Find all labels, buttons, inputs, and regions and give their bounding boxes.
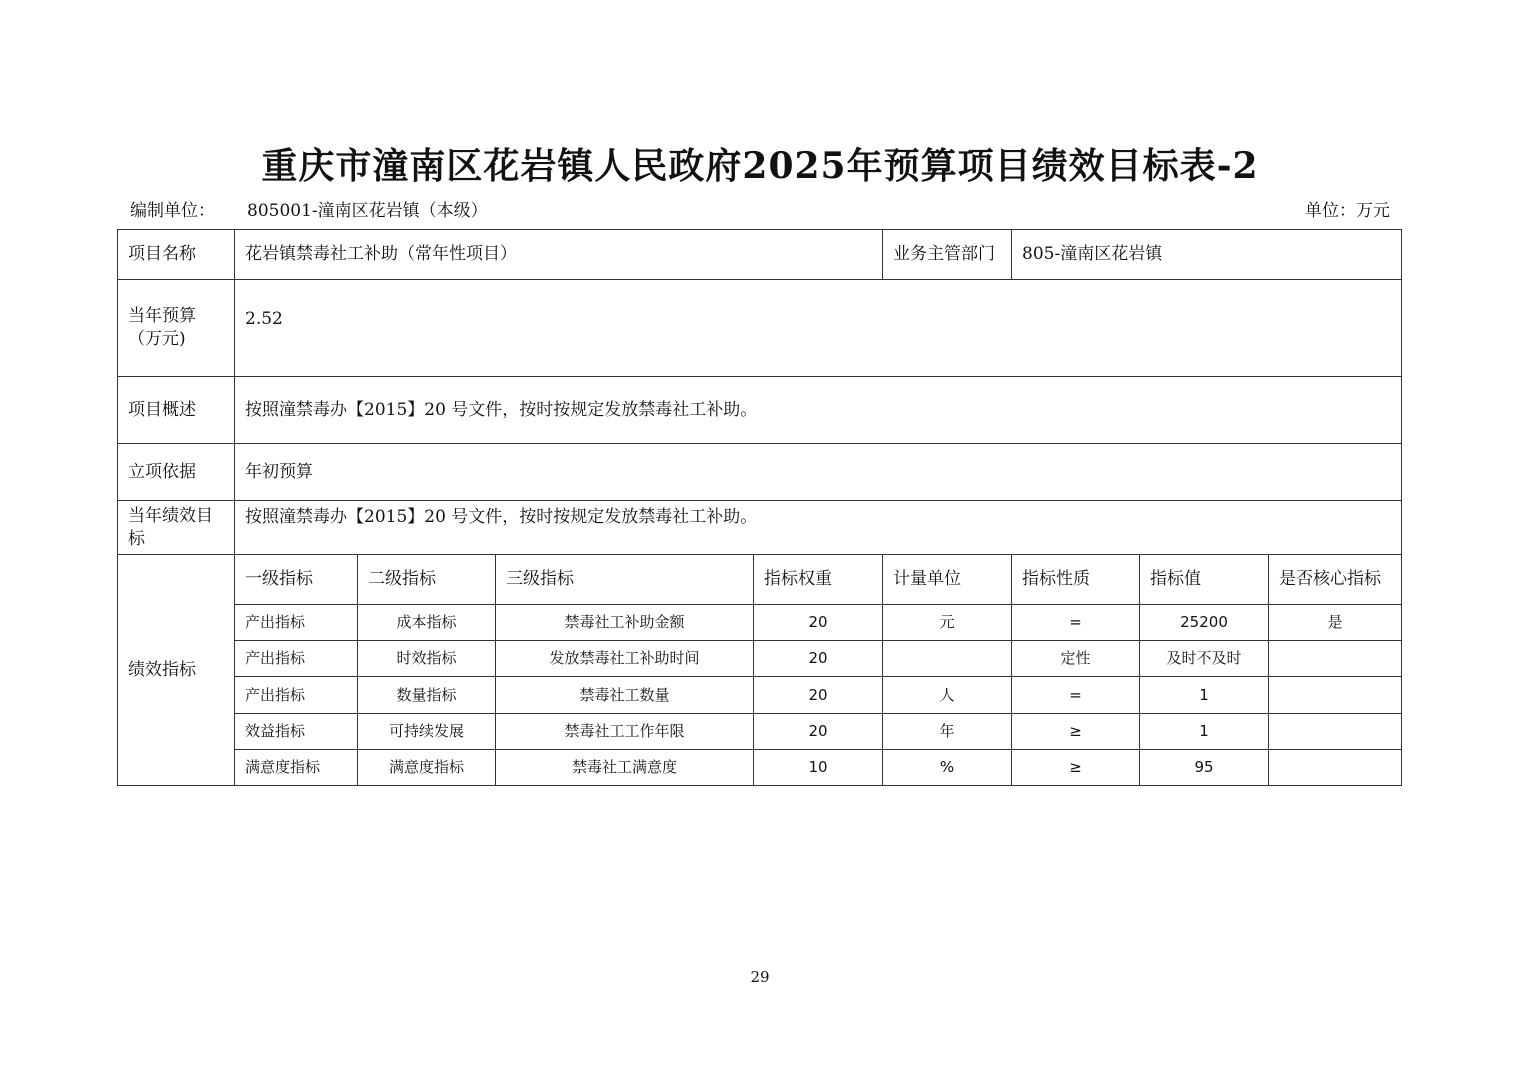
- page-number: 29: [750, 968, 770, 986]
- header-cell: 指标权重: [754, 555, 883, 605]
- cell: 数量指标: [358, 677, 496, 714]
- cell: 满意度指标: [358, 750, 496, 786]
- project-name-label: 项目名称: [118, 230, 235, 280]
- cell: 禁毒社工满意度: [496, 750, 754, 786]
- budget-label: 当年预算（万元): [118, 280, 235, 377]
- cell: 10: [754, 750, 883, 786]
- cell: [883, 641, 1012, 677]
- cell: 25200: [1140, 605, 1269, 641]
- row-budget: [118, 280, 1402, 377]
- goal-value: 按照潼禁毒办【2015】20 号文件，按时按规定发放禁毒社工补助。: [235, 501, 1402, 555]
- performance-table: [117, 229, 1401, 786]
- header-cell: 指标值: [1140, 555, 1269, 605]
- indicator-row: [118, 677, 1402, 714]
- cell: 发放禁毒社工补助时间: [496, 641, 754, 677]
- header-cell: 计量单位: [883, 555, 1012, 605]
- cell: 满意度指标: [235, 750, 358, 786]
- cell: 是: [1269, 605, 1402, 641]
- cell: 年: [883, 714, 1012, 750]
- cell: 可持续发展: [358, 714, 496, 750]
- cell: 元: [883, 605, 1012, 641]
- basis-value: 年初预算: [235, 444, 1402, 501]
- indicator-row: [118, 714, 1402, 750]
- cell: 95: [1140, 750, 1269, 786]
- indicator-row: [118, 641, 1402, 677]
- cell: ≥: [1012, 714, 1140, 750]
- page-title: 重庆市潼南区花岩镇人民政府2025年预算项目绩效目标表-2: [261, 145, 1259, 187]
- cell: 1: [1140, 714, 1269, 750]
- indicator-header-row: [118, 555, 1402, 605]
- cell: 1: [1140, 677, 1269, 714]
- compiling-unit-value: 805001-潼南区花岩镇（本级）: [247, 201, 488, 221]
- project-name-value: 花岩镇禁毒社工补助（常年性项目）: [235, 230, 883, 280]
- overview-value: 按照潼禁毒办【2015】20 号文件，按时按规定发放禁毒社工补助。: [235, 377, 1402, 444]
- cell: 人: [883, 677, 1012, 714]
- budget-value: 2.52: [235, 280, 1402, 377]
- cell: [1269, 714, 1402, 750]
- cell: 及时不及时: [1140, 641, 1269, 677]
- header-cell: 指标性质: [1012, 555, 1140, 605]
- cell: ≥: [1012, 750, 1140, 786]
- header-cell: 一级指标: [235, 555, 358, 605]
- cell: %: [883, 750, 1012, 786]
- header-cell: 三级指标: [496, 555, 754, 605]
- cell: 产出指标: [235, 677, 358, 714]
- cell: 20: [754, 605, 883, 641]
- indicator-row: [118, 605, 1402, 641]
- cell: 禁毒社工工作年限: [496, 714, 754, 750]
- cell: 20: [754, 641, 883, 677]
- dept-value: 805-潼南区花岩镇: [1012, 230, 1402, 280]
- compiling-unit-label: 编制单位：: [130, 201, 215, 221]
- cell: 产出指标: [235, 641, 358, 677]
- header-cell: 二级指标: [358, 555, 496, 605]
- header-cell: 是否核心指标: [1269, 555, 1402, 605]
- indicators-label: 绩效指标: [118, 555, 235, 786]
- cell: 20: [754, 677, 883, 714]
- row-goal: [118, 501, 1402, 555]
- row-project-name: [118, 230, 1402, 280]
- cell: 成本指标: [358, 605, 496, 641]
- cell: =: [1012, 605, 1140, 641]
- compiling-unit: [130, 196, 488, 221]
- cell: 定性: [1012, 641, 1140, 677]
- cell: 效益指标: [235, 714, 358, 750]
- cell: 禁毒社工数量: [496, 677, 754, 714]
- cell: [1269, 750, 1402, 786]
- cell: 时效指标: [358, 641, 496, 677]
- goal-label: 当年绩效目标: [118, 501, 235, 555]
- cell: [1269, 641, 1402, 677]
- cell: 禁毒社工补助金额: [496, 605, 754, 641]
- row-overview: [118, 377, 1402, 444]
- overview-label: 项目概述: [118, 377, 235, 444]
- dept-label: 业务主管部门: [883, 230, 1012, 280]
- indicator-row: [118, 750, 1402, 786]
- row-basis: [118, 444, 1402, 501]
- basis-label: 立项依据: [118, 444, 235, 501]
- cell: 产出指标: [235, 605, 358, 641]
- cell: [1269, 677, 1402, 714]
- cell: =: [1012, 677, 1140, 714]
- cell: 20: [754, 714, 883, 750]
- currency-unit: 单位：万元: [1305, 201, 1390, 221]
